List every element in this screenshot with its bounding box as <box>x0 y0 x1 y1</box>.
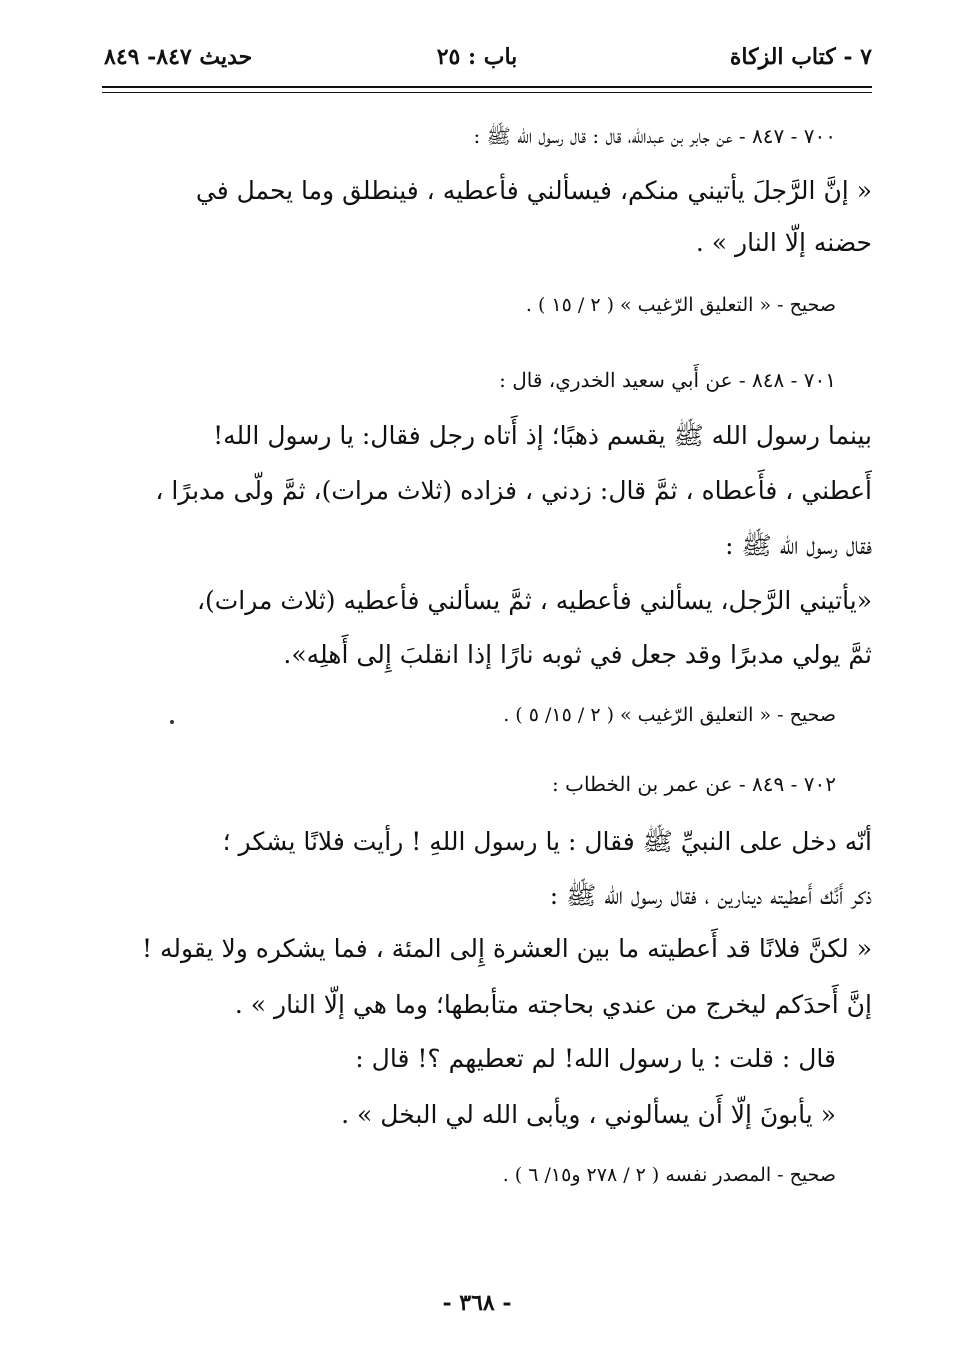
page-speck <box>170 720 174 724</box>
hadith-848-text-line-4: «يأتيني الرَّجل، يسألني فأعطيه ، ثمَّ يسألني فأعطيه (ثلاث مرات)، <box>196 586 872 615</box>
header-rule-thin <box>102 92 872 93</box>
chapter-title: ٧ - كتاب الزكاة <box>729 44 872 70</box>
hadith-847-text-line-2: حضنه إلّا النار » . <box>695 228 872 257</box>
hadith-847-heading: ٧٠٠ - ٨٤٧ - عن جابر بن عبدالله، قال : قال رسول الله ﷺ : <box>473 124 836 148</box>
hadith-range: حديث ٨٤٧- ٨٤٩ <box>104 44 253 70</box>
page-number: - ٣٦٨ - <box>442 1290 512 1316</box>
hadith-848-text-line-5: ثمَّ يولي مدبرًا وقد جعل في ثوبه نارًا إذا انقلبَ إِلى أَهلِه». <box>283 640 872 669</box>
hadith-848-text-line-3: فقال رسول الله ﷺ : <box>725 531 872 560</box>
hadith-849-text-line-1: أنّه دخل على النبيِّ ﷺ فقال : يا رسول اللهِ ! رأيت فلانًا يشكر ؛ <box>222 827 872 856</box>
hadith-849-grading: صحيح - المصدر نفسه ( ٢ / ٢٧٨ و١٥/ ٦ ) . <box>502 1164 836 1186</box>
hadith-849-text-line-5: قال : قلت : يا رسول الله! لم تعطيهم ؟! قال : <box>355 1044 836 1073</box>
bab-number: باب : ٢٥ <box>436 44 518 70</box>
hadith-849-text-line-4: إنَّ أَحدَكم ليخرج من عندي بحاجته متأبطها؛ وما هي إلّا النار » . <box>234 990 872 1019</box>
hadith-849-heading: ٧٠٢ - ٨٤٩ - عن عمر بن الخطاب : <box>552 772 836 796</box>
hadith-848-text-line-2: أَعطني ، فأَعطاه ، ثمَّ قال: زدني ، فزاده (ثلاث مرات)، ثمَّ ولّى مدبرًا ، <box>155 476 872 505</box>
hadith-849-text-line-6: « يأبونَ إلّا أَن يسألوني ، ويأبى الله لي البخل » . <box>341 1100 836 1129</box>
header-rule-thick <box>102 86 872 88</box>
hadith-848-heading: ٧٠١ - ٨٤٨ - عن أَبي سعيد الخدري، قال : <box>499 368 836 392</box>
hadith-848-text-line-1: بينما رسول الله ﷺ يقسم ذهبًا؛ إذ أَتاه رجل فقال: يا رسول الله! <box>213 421 872 450</box>
hadith-847-text-line-1: « إنَّ الرَّجلَ يأتيني منكم، فيسألني فأعطيه ، فينطلق وما يحمل في <box>195 176 872 205</box>
hadith-849-text-line-2: ذكر أَنَّك أَعطيته دينارين ، فقال رسول الله ﷺ : <box>549 881 872 910</box>
hadith-849-text-line-3: « لكنَّ فلانًا قد أَعطيته ما بين العشرة إِلى المئة ، فما يشكره ولا يقوله ! <box>141 934 872 963</box>
hadith-848-grading: صحيح - « التعليق الرّغيب » ( ٢ / ١٥/ ٥ ) . <box>503 704 836 726</box>
hadith-847-grading: صحيح - « التعليق الرّغيب » ( ٢ / ١٥ ) . <box>525 294 836 316</box>
